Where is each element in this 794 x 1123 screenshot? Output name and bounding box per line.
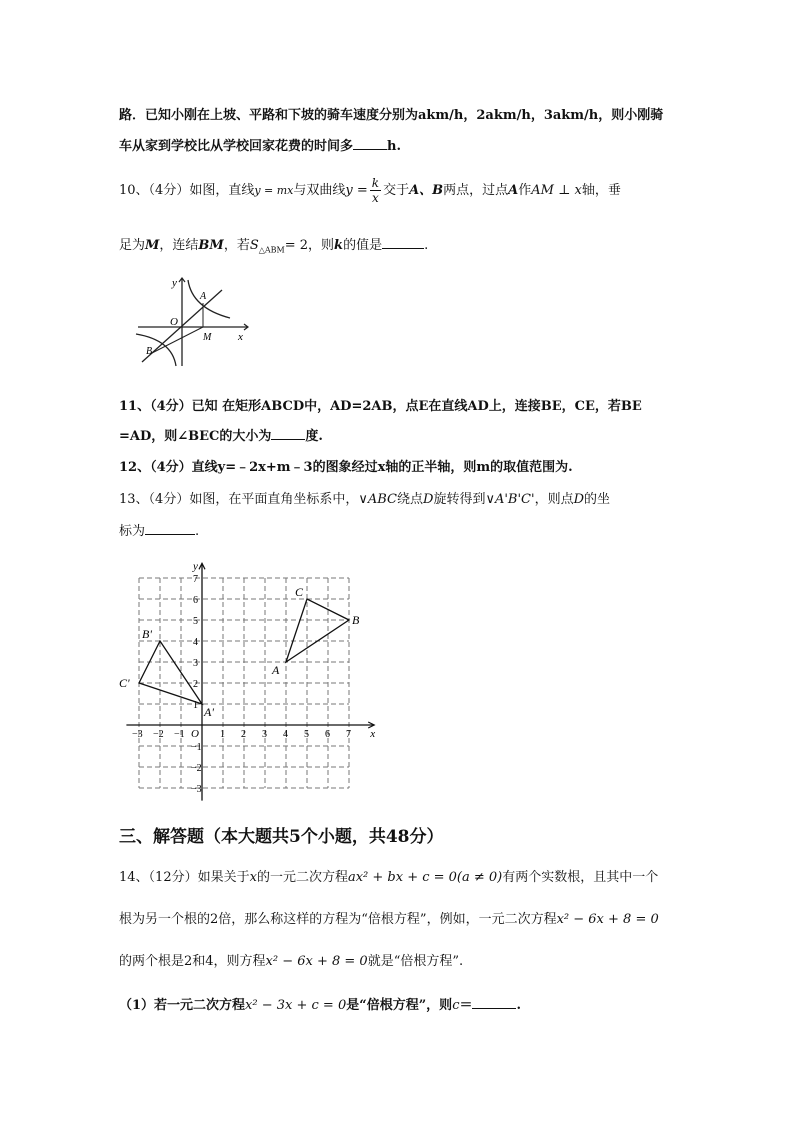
q10-formula-line: y = mx (254, 184, 294, 197)
q14-eq2-repeat: x² − 6x + 8 = 0 (265, 954, 368, 969)
y-tick-label: −1 (191, 742, 202, 753)
y-tick-label: 6 (193, 595, 198, 606)
q10-line1 (119, 176, 621, 205)
q10-l2b: ，连结 (159, 238, 199, 253)
q10-l2a: 足为 (119, 238, 146, 253)
q13-l1b: 绕点 (396, 492, 423, 507)
x-tick-label: 5 (304, 729, 309, 740)
q10-hyperbola-upper (188, 280, 230, 318)
y-tick-label: 7 (193, 574, 198, 585)
q14-line3 (119, 950, 463, 969)
q10-fraction-den: x (372, 191, 379, 205)
q10-fraction (370, 176, 381, 205)
x-tick-label: 4 (283, 729, 288, 740)
q13-d2: D (573, 492, 585, 507)
q10-formula-hyperbola-lhs: y = (345, 183, 368, 198)
x-axis-label: x (370, 728, 376, 740)
q10-text: 与双曲线 (293, 183, 346, 198)
point-label: A' (204, 705, 214, 719)
q14-l1a: 14、（12分）如果关于 (119, 870, 250, 885)
q14-part1 (119, 994, 521, 1013)
x-tick-label: 3 (262, 729, 267, 740)
q13-l2a: 标为 (119, 524, 146, 539)
q13-answer-blank[interactable] (145, 522, 195, 535)
q13-l2b: . (195, 524, 200, 539)
q14-eq3: x² − 3x + c = 0 (245, 998, 347, 1013)
y-tick-label: 2 (193, 679, 198, 690)
point-label: B' (142, 627, 152, 641)
q10-l2d: ，则 (308, 238, 335, 253)
q11-line1 (119, 395, 642, 414)
y-tick-label: 4 (193, 637, 198, 648)
q13-l1c: 旋转得到 (433, 492, 486, 507)
q14-l2a: 根为另一个根的2倍，那么称这样的方程为“倍根方程”，例如，一元二次方程 (119, 912, 557, 927)
section-3-heading: 三、解答题（本大题共5个小题，共48分） (119, 827, 444, 847)
q10-fig-a: A (200, 291, 207, 302)
x-tick-label: −1 (174, 729, 185, 740)
triangle-abc-prime (139, 641, 202, 704)
q14-line2 (119, 908, 659, 927)
x-tick-label: −3 (132, 729, 143, 740)
q9-line2-unit: h. (387, 139, 401, 154)
q10-text3: 两点，过点 (443, 183, 509, 198)
q9-line2-text: 车从家到学校比从学校回家花费的时间多 (119, 139, 354, 154)
q14-l1b: 的一元二次方程 (256, 870, 348, 885)
q10-fig-m: M (203, 332, 212, 343)
q10-area-sub: △ABM (258, 245, 285, 255)
point-label: C (295, 585, 304, 599)
x-tick-label: 6 (325, 729, 330, 740)
q10-fig-b: B (146, 346, 153, 357)
q10-fraction-num: k (371, 176, 380, 190)
x-tick-label: 1 (220, 729, 225, 740)
q9-answer-blank[interactable] (353, 137, 387, 150)
q11-line1-text: 11、（4分）已知 在矩形ABCD中，AD=2AB，点E在直线AD上，连接BE，CE，若BE (119, 399, 642, 414)
q10-ab: A、B (409, 183, 444, 198)
q10-m: M (145, 238, 160, 253)
x-tick-label: 7 (346, 729, 351, 740)
q14-l3b: 就是“倍根方程”. (367, 954, 464, 969)
q13-l1d: ，则点 (534, 492, 574, 507)
q11-line2-text: =AD，则∠BEC的大小为 (119, 429, 272, 444)
y-tick-label: −2 (191, 763, 202, 774)
x-tick-label: −2 (153, 729, 164, 740)
q9-line2 (119, 135, 401, 154)
triangle-abc (286, 599, 349, 662)
q11-line2 (119, 425, 323, 444)
origin-label: O (191, 728, 199, 740)
q14-p1b: 是“倍根方程”，则 (346, 998, 453, 1013)
q10-figure (130, 274, 250, 370)
q14-l3a: 的两个根是2和4，则方程 (119, 954, 266, 969)
x-tick-label: 2 (241, 729, 246, 740)
q14-eq2: x² − 6x + 8 = 0 (556, 912, 659, 927)
q10-a: A (508, 183, 519, 198)
q14-p1d: . (516, 998, 522, 1013)
q13-l1e: 的坐 (584, 492, 611, 507)
y-tick-label: 5 (193, 616, 198, 627)
q14-c: c (452, 998, 460, 1013)
point-label: C' (119, 676, 130, 690)
q10-answer-blank[interactable] (382, 236, 424, 249)
q10-fig-o: O (170, 316, 178, 328)
q9-line1: 路．已知小刚在上坡、平路和下坡的骑车速度分别为akm/h，2akm/h，3akm/h，则小刚骑 (119, 108, 664, 123)
q10-fig-x: x (238, 331, 243, 343)
q10-area-s: S (249, 238, 259, 253)
q12-line1: 12、（4分）直线y=﹣2x+m﹣3的图象经过x轴的正半轴，则m的取值范围为. (119, 460, 573, 475)
point-label: A (272, 663, 280, 677)
point-label: B (352, 613, 360, 627)
q14-p1a: （1）若一元二次方程 (119, 998, 246, 1013)
q10-number: 10、（4分）如图，直线 (119, 183, 255, 198)
q10-text4: 作 (518, 183, 532, 198)
q14-x: x (249, 870, 257, 885)
q13-d: D (423, 492, 434, 507)
q14-line1 (119, 866, 658, 885)
q14-l1c: 有两个实数根，且其中一个 (502, 870, 659, 885)
q14-eq1: ax² + bx + c = 0(a ≠ 0) (347, 870, 503, 885)
q11-answer-blank[interactable] (271, 427, 305, 440)
q10-area-eq: = 2 (284, 238, 309, 253)
q10-l2e: 的值是 (343, 238, 383, 253)
q13-tri1: ∨ABC (358, 492, 397, 507)
q10-line2 (119, 234, 428, 255)
q10-text2: 交于 (383, 183, 410, 198)
q10-fig-y: y (172, 277, 177, 289)
q10-text5: 轴，垂 (581, 183, 621, 198)
q13-line2 (119, 520, 199, 539)
q10-bm: BM (198, 238, 224, 253)
q14-answer-blank[interactable] (472, 996, 516, 1009)
q11-line2-end: 度. (305, 429, 323, 444)
q10-l2c: ，若 (223, 238, 250, 253)
y-tick-label: 1 (193, 700, 198, 711)
q10-end: . (424, 238, 429, 253)
y-tick-label: −3 (191, 784, 202, 795)
q13-l1a: 13、（4分）如图，在平面直角坐标系中， (119, 492, 359, 507)
q10-k: k (334, 238, 344, 253)
q10-formula-perp: AM ⊥ x (531, 183, 582, 198)
q13-tri2: ∨A'B'C' (485, 492, 535, 507)
q13-line1 (119, 488, 610, 507)
q14-p1c: ＝ (459, 998, 473, 1013)
q13-coordinate-grid (118, 552, 380, 802)
y-tick-label: 3 (193, 658, 198, 669)
y-axis-label: y (193, 560, 198, 573)
